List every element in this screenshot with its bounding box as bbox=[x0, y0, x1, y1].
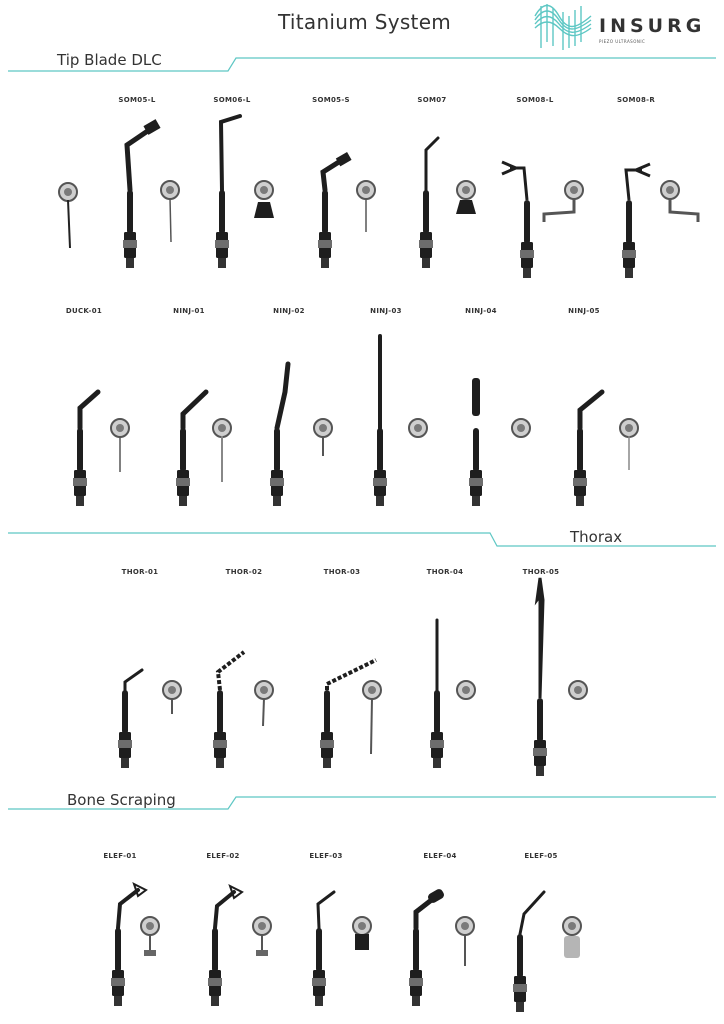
product-code: SOM07 bbox=[417, 96, 447, 104]
tool-som05-s bbox=[318, 152, 375, 268]
tool-thor-01 bbox=[118, 670, 181, 768]
product-code: NINJ-04 bbox=[465, 307, 497, 315]
product-code: ELEF-02 bbox=[206, 852, 240, 860]
product-code: NINJ-02 bbox=[273, 307, 305, 315]
product-code: THOR-05 bbox=[522, 568, 560, 576]
tool-som08-r bbox=[622, 164, 698, 278]
product-code: ELEF-01 bbox=[103, 852, 137, 860]
tool-elef-05 bbox=[513, 892, 581, 1012]
tool-elef-02 bbox=[208, 886, 271, 1006]
tool-ninj-03 bbox=[373, 336, 427, 506]
product-code: SOM08-L bbox=[516, 96, 554, 104]
tool-som06-l bbox=[215, 116, 274, 268]
product-code: ELEF-03 bbox=[309, 852, 343, 860]
product-code: THOR-02 bbox=[225, 568, 263, 576]
product-code: ELEF-04 bbox=[423, 852, 457, 860]
page-title: Titanium System bbox=[278, 10, 452, 34]
tool-duck-01 bbox=[73, 392, 129, 506]
tool-som08-l bbox=[502, 162, 583, 278]
tool-elef-04 bbox=[409, 888, 474, 1006]
section-title-tip-blade: Tip Blade DLC bbox=[57, 51, 162, 69]
tool-thor-05 bbox=[533, 578, 587, 776]
product-code: NINJ-05 bbox=[568, 307, 600, 315]
product-code: SOM06-L bbox=[213, 96, 251, 104]
tool-som05-l bbox=[59, 119, 179, 268]
tool-thor-03 bbox=[320, 660, 381, 768]
product-code: SOM05-S bbox=[312, 96, 350, 104]
section-title-bone-scraping: Bone Scraping bbox=[67, 791, 176, 809]
tool-som07 bbox=[419, 138, 476, 268]
tool-thor-02 bbox=[213, 652, 273, 768]
product-code: THOR-03 bbox=[323, 568, 361, 576]
tool-thor-04 bbox=[430, 620, 475, 768]
product-code: NINJ-01 bbox=[173, 307, 205, 315]
product-code: THOR-04 bbox=[426, 568, 464, 576]
tool-ninj-01 bbox=[176, 392, 231, 506]
brand-tagline: PIEZO ULTRASONIC bbox=[599, 39, 646, 44]
product-code: THOR-01 bbox=[121, 568, 159, 576]
product-code: DUCK-01 bbox=[65, 307, 103, 315]
product-code: SOM05-L bbox=[118, 96, 156, 104]
tool-elef-03 bbox=[312, 892, 371, 1006]
product-code: SOM08-R bbox=[616, 96, 656, 104]
product-code: NINJ-03 bbox=[370, 307, 402, 315]
section-title-thorax: Thorax bbox=[570, 528, 623, 546]
tool-ninj-04 bbox=[469, 378, 530, 506]
tool-ninj-05 bbox=[573, 392, 638, 506]
tool-elef-01 bbox=[111, 884, 159, 1006]
product-code: ELEF-05 bbox=[524, 852, 558, 860]
tool-ninj-02 bbox=[270, 364, 332, 506]
brand-name: INSURG bbox=[599, 15, 706, 37]
